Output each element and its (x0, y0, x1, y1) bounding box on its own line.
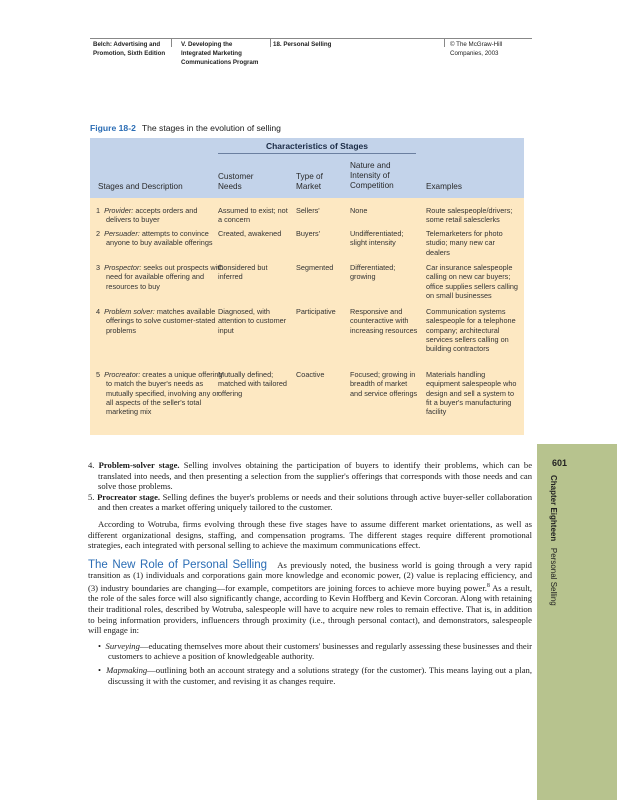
table-row-2-examples: Telemarketers for photo studio; many new car dealers (426, 229, 503, 257)
table-row-3-needs: Considered but inferred (218, 263, 268, 282)
list-item-problem-solver: 4. Problem-solver stage. Selling involves obtaining the participation of buyers to identify their problems, which can be translated into needs, and then presenting a selection from the supplier's offerings that corresponds with those needs and can solve those problems. (88, 460, 533, 492)
table-row-1-stage: 1 Provider: accepts orders and delivers to buyer (96, 206, 198, 225)
paragraph-wotruba: According to Wotruba, firms evolving through these five stages have to assume different market orientations, as well as different organizational designs, staffing, and compensation programs. The different stages require different promotional strategies, each integrated with personal selling to achieve the maximum communications effect. (88, 518, 532, 551)
header-divider (171, 38, 172, 47)
bullet-item: • Surveying—educating themselves more about their customers' businesses and regularly assessing these businesses and their customers to achieve a position of knowledgeable authority. (98, 640, 532, 662)
table-row-3-market: Segmented (296, 263, 334, 272)
table-row-2-market: Buyers' (296, 229, 321, 238)
column-header-market: Type of Market (296, 172, 323, 191)
header-divider (444, 38, 445, 47)
header-part-title: V. Developing the Integrated Marketing Communications Program (181, 41, 259, 66)
table-row-4-market: Participative (296, 307, 336, 316)
page-number: 601 (551, 458, 568, 468)
table-row-4-competition: Responsive and counteractive with increasing resources (350, 307, 418, 335)
column-header-examples: Examples (426, 182, 462, 191)
column-header-competition: Nature and Intensity of Competition (350, 161, 394, 190)
paragraph-new-role: The New Role of Personal Selling As previously noted, the business world is going through a very rapid transition as (1) individuals and corporations gain more knowledge and economic power, (2) value is replacing efficiency, and (3) industry boundaries are changing—for example, competitors are joining forces to achieve more buying power.$^8$ As a result, the role of the sales force will also significantly change, according to Kevin Hoffberg and Kevin Corcoran. Along with retaining their traditional roles, described by Wotruba, salespeople will have to acquire new roles to remain effective. That is, in addition to being information providers, influencers through proximity (i.e., through personal contact), and demonstrators, salespeople will engage in: (88, 558, 532, 636)
header-book-title: Belch: Advertising and Promotion, Sixth Edition (93, 41, 166, 57)
column-header-needs: Customer Needs (218, 172, 254, 191)
table-row-2-competition: Undifferentiated; slight intensity (350, 229, 404, 248)
table-row-2-needs: Created, awakened (218, 229, 282, 238)
table-row-1-competition: None (350, 206, 368, 215)
table-row-1-needs: Assumed to exist; not a concern (218, 206, 288, 225)
header-chapter-title: 18. Personal Selling (273, 41, 332, 48)
chapter-label: Chapter Eighteen Personal Selling (549, 475, 558, 606)
table-row-1-market: Sellers' (296, 206, 320, 215)
table-row-2-stage: 2 Persuader: attempts to convince anyone to buy available offerings (96, 229, 213, 248)
section-heading: The New Role of Personal Selling (88, 558, 268, 571)
body-text (88, 460, 532, 686)
table-row-4-stage: 4 Problem solver: matches available offerings to solve customer-stated problems (96, 307, 216, 335)
figure-number: Figure 18-2 (90, 123, 136, 133)
table-row-1-examples: Route salespeople/drivers; some retail salesclerks (426, 206, 513, 225)
table-row-5-needs: Mutually defined; matched with tailored offering (218, 370, 287, 398)
table-row-3-stage: 3 Prospector: seeks out prospects with need for available offering and resources to buy (96, 263, 224, 291)
list-item-procreator: 5. Procreator stage. Selling defines the buyer's problems or needs and their solutions through active buyer-seller collaboration and then creates a market offering uniquely tailored to the customer. (88, 491, 533, 513)
table-row-3-examples: Car insurance salespeople calling on new car buyers; office supplies sellers calling on small businesses (426, 263, 518, 300)
header-rule (90, 38, 532, 39)
table-row-5-stage: 5 Procreator: creates a unique offering to match the buyer's needs as mutually specified, involving any or all aspects of the seller's total marketing mix (96, 370, 223, 417)
table-row-4-examples: Communication systems salespeople for a telephone company; architectural services sellers calling on building contractors (426, 307, 516, 354)
table-row-5-examples: Materials handling equipment salespeople who design and sell a system to fit a buyer's manufacturing facility (426, 370, 517, 417)
table-row-5-market: Coactive (296, 370, 325, 379)
figure-title: The stages in the evolution of selling (141, 123, 281, 133)
bullet-item: • Mapmaking—outlining both an account strategy and a solutions strategy (for the customer). This means laying out a plan, discussing it with the customer, and revising it as changes require. (98, 664, 533, 686)
figure-caption (90, 123, 281, 133)
header-divider (270, 38, 271, 47)
column-header-stage: Stages and Description (98, 182, 183, 191)
table-row-3-competition: Differentiated; growing (350, 263, 396, 282)
table-row-4-needs: Diagnosed, with attention to customer input (218, 307, 287, 335)
header-copyright: © The McGraw-Hill Companies, 2003 (450, 41, 503, 57)
table-row-5-competition: Focused; growing in breadth of market and service offerings (350, 370, 418, 398)
characteristics-heading: Characteristics of Stages (218, 141, 416, 154)
